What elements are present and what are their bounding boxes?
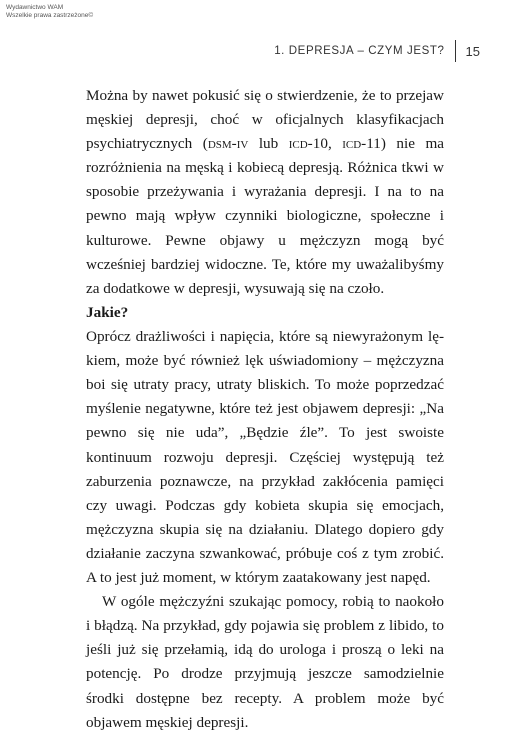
page-number: 15 [465, 43, 480, 59]
paragraph-intro-connector2: , [327, 135, 343, 153]
paragraph-intro-part2: ) nie ma rozróżnienia na męską i kobiecą depresją. Różnica tkwi w sposobie przeżywania i wyrażania depresji. I na to na pewno mają wpływ czynniki biologiczne, społeczne i kulturowe. Pewne objawy u mężczyzn mogą być wcześniej bardziej widoczne. Te, które my uważalibyśmy za dodatkowe w depresji, wysuwają się na czoło. [86, 135, 445, 297]
running-title: 1. DEPRESJA – CZYM JEST? [274, 45, 445, 57]
header-divider [455, 40, 456, 62]
paragraph-intro-connector1: lub [248, 135, 289, 153]
abbrev-icd11: icd-11 [342, 135, 381, 153]
paragraph-symptoms: Oprócz drażliwości i napięcia, które są niewyrażonym lękiem, może być również lęk uświadomiony – mężczyzna boi się utraty pracy, utraty bliskich. To może poprzedzać myślenie negatywne, które też jest objawem depresji: „Na pewno się nie uda”, „Będzie źle”. To jest swoiste kontinuum rozwoju depresji. Częściej występują też zaburzenia poznawcze, na przykład zakłócenia pamięci czy uwagi. Podczas gdy kobieta skupia się emocjach, mężczyzna skupia się na działaniu. Dlatego dopiero gdy działanie zaczyna szwankować, próbuje coś z tym zrobić. A to jest już moment, w którym zaatakowany jest napęd. [86, 328, 444, 587]
section-heading: Jakie? [86, 304, 129, 321]
section-jakie [86, 301, 444, 735]
paragraph-seeking-help: W ogóle mężczyźni szukając pomocy, robią to naokoło i błądzą. Na przykład, gdy pojawia się problem z libido, to jeśli już się przełamią, idą do urologa i proszą o leki na potencję. Po drodze przyjmują jeszcze samodzielnie środki dostępne bez recepty. A problem może być objawem męskiej depresji. [86, 593, 444, 731]
publisher-watermark [6, 4, 93, 20]
paragraph-intro [86, 84, 444, 301]
body-text-top [86, 84, 444, 301]
paragraph-intro-part1: Można by nawet pokusić się o stwierdzenie, że to przejaw męskiej depresji, choć w oficjalnych klasyfikacjach psychiatrycznych ( [86, 87, 444, 153]
abbrev-icd10: icd-10 [288, 135, 328, 153]
page-header [274, 40, 480, 62]
abbrev-dsm: dsm-iv [207, 135, 249, 153]
watermark-line-publisher: Wydawnictwo WAM [6, 4, 64, 11]
watermark-line-copyright: Wszelkie prawa zastrzeżone© [6, 12, 94, 19]
